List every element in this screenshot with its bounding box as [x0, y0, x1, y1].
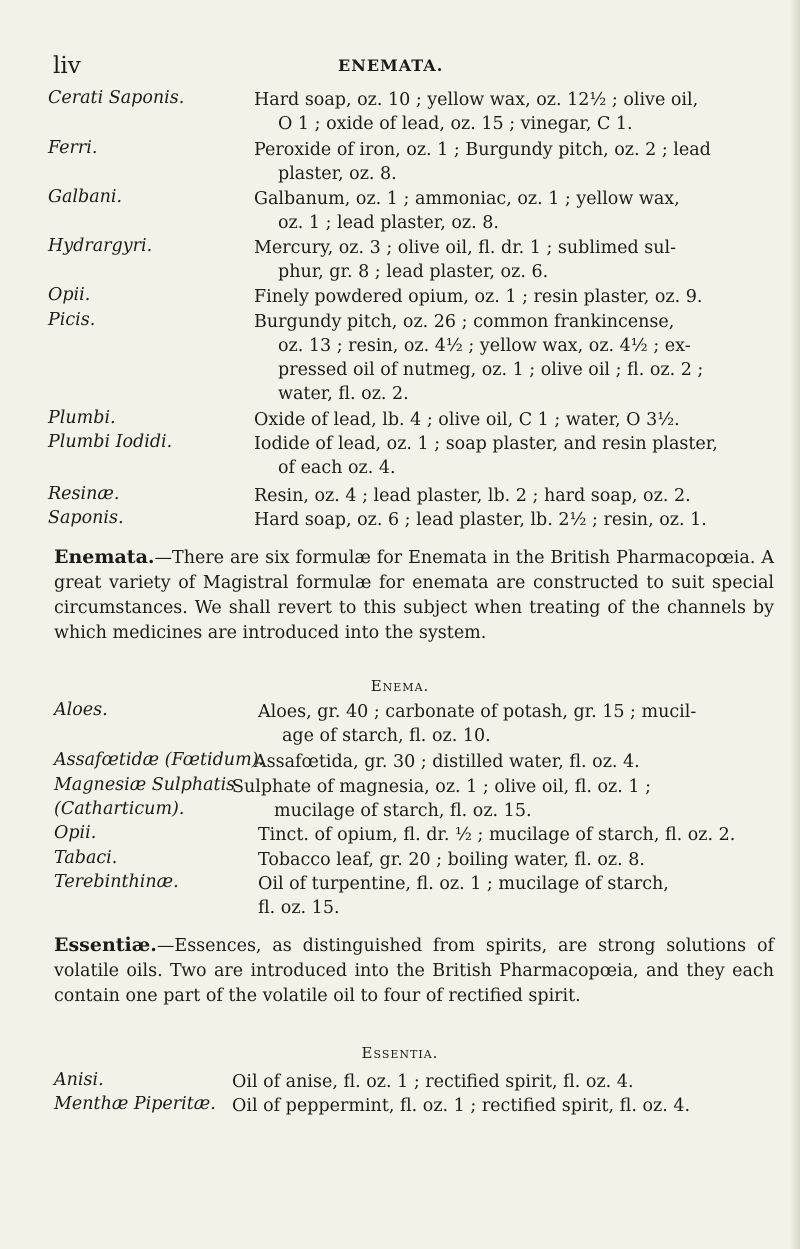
plaster-label: Saponis. — [48, 508, 124, 528]
plaster-entry — [48, 508, 778, 532]
plaster-line: Galbanum, oz. 1 ; ammoniac, oz. 1 ; yellow wax, — [254, 189, 680, 209]
essence-entry — [54, 1070, 774, 1094]
enema-label: Aloes. — [54, 700, 108, 720]
enema-caption: Enema. — [370, 677, 430, 695]
plaster-label: Galbani. — [48, 187, 123, 207]
section-heading: Essentiæ. — [54, 934, 157, 956]
plaster-line: oz. 1 ; lead plaster, oz. 8. — [278, 213, 499, 233]
page-number: liv — [53, 53, 81, 79]
plaster-label: Plumbi Iodidi. — [48, 432, 173, 452]
enema-entry — [54, 823, 774, 847]
plaster-label: Ferri. — [48, 138, 98, 158]
enema-line: Aloes, gr. 40 ; carbonate of potash, gr. 15 ; mucil- — [258, 702, 697, 722]
plaster-label: Opii. — [48, 285, 91, 305]
plaster-entry — [48, 285, 778, 309]
enema-label: Tabaci. — [54, 848, 118, 868]
enema-line: fl. oz. 15. — [258, 898, 340, 918]
enema-entry — [54, 750, 774, 774]
plaster-entry — [48, 432, 778, 480]
plaster-entry — [48, 310, 778, 406]
plaster-line: Burgundy pitch, oz. 26 ; common frankincense, — [254, 312, 675, 332]
plaster-line: phur, gr. 8 ; lead plaster, oz. 6. — [278, 262, 549, 282]
plaster-entry — [48, 484, 778, 508]
enema-entry — [54, 700, 774, 748]
plaster-line: O 1 ; oxide of lead, oz. 15 ; vinegar, C 1. — [278, 114, 633, 134]
enema-label: (Catharticum). — [54, 799, 185, 819]
enema-entry — [54, 775, 774, 799]
plaster-label: Resinæ. — [48, 484, 120, 504]
enemata-paragraph — [54, 545, 774, 646]
essence-label: Anisi. — [54, 1070, 104, 1090]
enema-label: Magnesiæ Sulphatis — [54, 775, 236, 795]
plaster-line: Hard soap, oz. 10 ; yellow wax, oz. 12½ ; olive oil, — [254, 90, 699, 110]
section-heading: Enemata. — [54, 546, 155, 568]
essence-entry — [54, 1094, 774, 1118]
essence-line: Oil of peppermint, fl. oz. 1 ; rectified spirit, fl. oz. 4. — [232, 1096, 691, 1116]
essence-label: Menthæ Piperitæ. — [54, 1094, 216, 1114]
plaster-line: oz. 13 ; resin, oz. 4½ ; yellow wax, oz. 4½ ; ex- — [278, 336, 691, 356]
enema-label: Assafœtidæ (Fœtidum). — [54, 750, 265, 770]
enema-entry — [54, 799, 774, 823]
enema-label: Opii. — [54, 823, 97, 843]
enema-line: Tinct. of opium, fl. dr. ½ ; mucilage of starch, fl. oz. 2. — [258, 825, 736, 845]
plaster-line: plaster, oz. 8. — [278, 164, 397, 184]
enema-entry — [54, 848, 774, 872]
section-body: —There are six formulæ for Enemata in the British Pharmacopœia. A great variety of Magistral formulæ for enemata are constructed to suit special circumstances. We shall revert to this subject when treating of the channels by which medicines are introduced into the system. — [54, 548, 774, 643]
plaster-entry — [48, 88, 778, 136]
enema-line: Oil of turpentine, fl. oz. 1 ; mucilage of starch, — [258, 874, 669, 894]
plaster-line: Finely powdered opium, oz. 1 ; resin plaster, oz. 9. — [254, 287, 703, 307]
plaster-line: Peroxide of iron, oz. 1 ; Burgundy pitch, oz. 2 ; lead — [254, 140, 711, 160]
plaster-line: Mercury, oz. 3 ; olive oil, fl. dr. 1 ; sublimed sul- — [254, 238, 677, 258]
plaster-line: pressed oil of nutmeg, oz. 1 ; olive oil ; fl. oz. 2 ; — [278, 360, 704, 380]
enema-line: Assafœtida, gr. 30 ; distilled water, fl. oz. 4. — [254, 752, 640, 772]
enema-line: mucilage of starch, fl. oz. 15. — [274, 801, 532, 821]
enema-entry — [54, 872, 774, 920]
plaster-entry — [48, 187, 778, 235]
plaster-line: Oxide of lead, lb. 4 ; olive oil, C 1 ; water, O 3½. — [254, 410, 680, 430]
plaster-entry — [48, 236, 778, 284]
enema-line: Tobacco leaf, gr. 20 ; boiling water, fl. oz. 8. — [258, 850, 645, 870]
essentiae-paragraph — [54, 933, 774, 1009]
essence-line: Oil of anise, fl. oz. 1 ; rectified spirit, fl. oz. 4. — [232, 1072, 634, 1092]
essentia-caption: Essentia. — [361, 1044, 439, 1062]
plaster-label: Hydrargyri. — [48, 236, 153, 256]
plaster-label: Cerati Saponis. — [48, 88, 185, 108]
section-body: —Essences, as distinguished from spirits, are strong solutions of volatile oils. Two are introduced into the British Pharmacopœia, and they each contain one part of the volatile oil to four of rectified spirit. — [54, 936, 774, 1006]
plaster-label: Picis. — [48, 310, 96, 330]
enema-label: Terebinthinæ. — [54, 872, 179, 892]
running-title: ENEMATA. — [338, 56, 444, 75]
plaster-entry — [48, 138, 778, 186]
plaster-line: of each oz. 4. — [278, 458, 396, 478]
enema-line: age of starch, fl. oz. 10. — [282, 726, 491, 746]
plaster-entry — [48, 408, 778, 432]
plaster-line: Hard soap, oz. 6 ; lead plaster, lb. 2½ ; resin, oz. 1. — [254, 510, 707, 530]
plaster-line: Iodide of lead, oz. 1 ; soap plaster, and resin plaster, — [254, 434, 718, 454]
plaster-label: Plumbi. — [48, 408, 116, 428]
plaster-line: Resin, oz. 4 ; lead plaster, lb. 2 ; hard soap, oz. 2. — [254, 486, 691, 506]
plaster-line: water, fl. oz. 2. — [278, 384, 409, 404]
enema-line: Sulphate of magnesia, oz. 1 ; olive oil, fl. oz. 1 ; — [232, 777, 651, 797]
